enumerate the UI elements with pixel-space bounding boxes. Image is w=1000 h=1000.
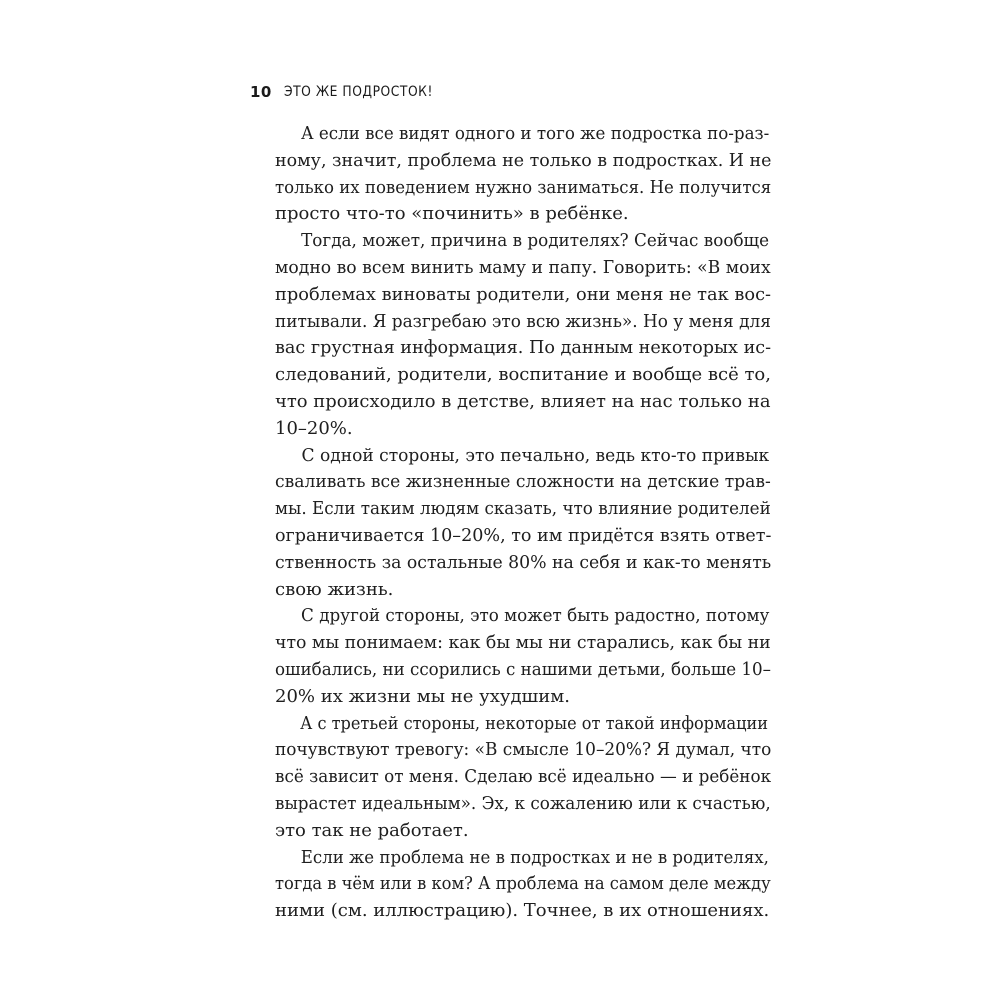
running-title: ЭТО ЖЕ ПОДРОСТОК!	[283, 84, 433, 100]
text-line: ограничивается 10–20%, то им придётся взять ответ-	[275, 524, 772, 546]
paragraph	[275, 443, 771, 604]
paragraph	[275, 845, 771, 925]
text-line: ственность за остальные 80% на себя и как-то менять	[275, 551, 772, 573]
paragraph	[275, 228, 771, 442]
text-line: ними (см. иллюстрацию). Точнее, в их отношениях.	[275, 900, 770, 922]
text-line: сваливать все жизненные сложности на детские трав-	[275, 471, 771, 493]
paragraph	[275, 711, 771, 845]
text-line: что происходило в детстве, влияет на нас только на	[275, 390, 771, 412]
text-line: почувствуют тревогу: «В смысле 10–20%? Я думал, что	[275, 739, 772, 761]
text-line: 20% их жизни мы не ухудшим.	[275, 685, 570, 707]
text-line: Если же проблема не в подростках и не в родителях,	[300, 846, 769, 868]
text-line: это так не работает.	[275, 819, 469, 841]
text-line: вас грустная информация. По данным некоторых ис-	[275, 337, 772, 359]
text-line: проблемах виноваты родители, они меня не так вос-	[275, 283, 772, 305]
body-text	[275, 121, 771, 925]
running-head	[250, 80, 453, 104]
text-line: Тогда, может, причина в родителях? Сейчас вообще	[301, 230, 770, 252]
text-line: следований, родители, воспитание и вообще всё то,	[275, 364, 771, 386]
text-line: С одной стороны, это печально, ведь кто-то привык	[301, 444, 770, 466]
text-line: ному, значит, проблема не только в подростках. И не	[275, 149, 772, 171]
text-line: С другой стороны, это может быть радостно, потому	[301, 605, 770, 627]
text-line: просто что-то «починить» в ребёнке.	[275, 203, 629, 225]
text-line: свою жизнь.	[275, 578, 394, 600]
paragraph	[275, 121, 771, 228]
text-line: А с третьей стороны, некоторые от такой информации	[300, 712, 769, 734]
text-line: А если все видят одного и того же подростка по-раз-	[300, 123, 770, 144]
paragraph	[275, 603, 771, 710]
text-line: 10–20%.	[275, 417, 353, 439]
text-line: мы. Если таким людям сказать, что влияние родителей	[275, 498, 771, 520]
text-line: модно во всем винить маму и папу. Говорить: «В моих	[275, 256, 771, 278]
text-line: тогда в чём или в ком? А проблема на самом деле между	[275, 873, 771, 895]
text-line: ошибались, ни ссорились с нашими детьми, больше 10–	[275, 658, 771, 680]
text-line: питывали. Я разгребаю это всю жизнь». Но у меня для	[275, 310, 771, 332]
text-line: что мы понимаем: как бы мы ни старались, как бы ни	[275, 632, 771, 654]
page-number: 10	[250, 83, 272, 101]
text-line: всё зависит от меня. Сделаю всё идеально — и ребёнок	[275, 766, 772, 788]
text-line: только их поведением нужно заниматься. Не получится	[275, 176, 772, 198]
text-line: вырастет идеальным». Эх, к сожалению или к счастью,	[275, 792, 771, 814]
